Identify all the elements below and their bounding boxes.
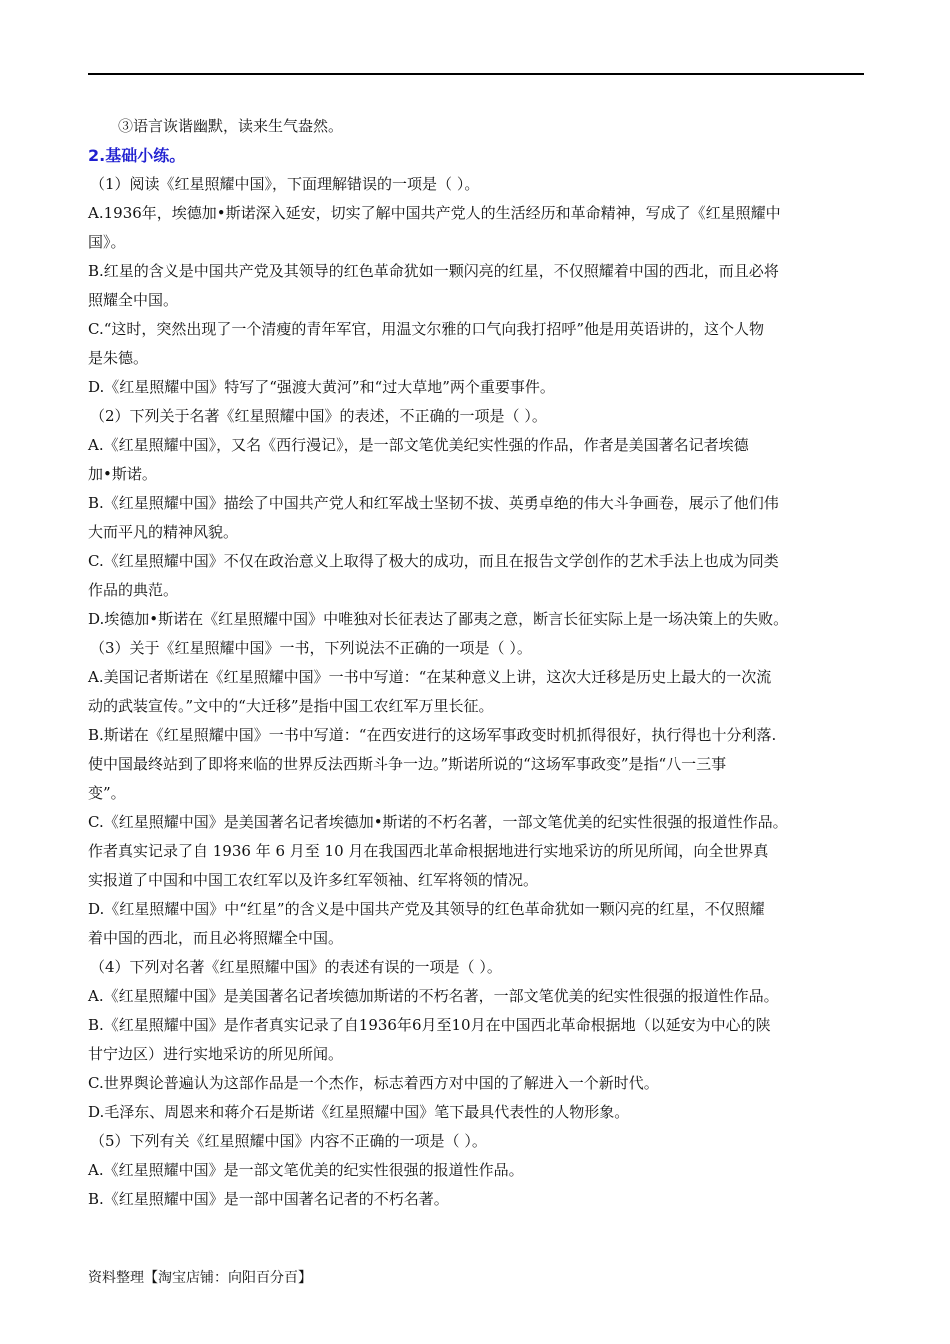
text-line: C.《红星照耀中国》是美国著名记者埃德加•斯诺的不朽名著，一部文笔优美的纪实性很强的报道性作品。: [88, 813, 788, 831]
text-line: C.世界舆论普遍认为这部作品是一个杰作，标志着西方对中国的了解进入一个新时代。: [88, 1074, 659, 1092]
document-body: [88, 112, 868, 1214]
footer-note: 资料整理【淘宝店铺：向阳百分百】: [88, 1270, 312, 1286]
text-line: 作者真实记录了自 1936 年 6 月至 10 月在我国西北革命根据地进行实地采访的所见所闻，向全世界真: [88, 842, 769, 860]
text-line: 使中国最终站到了即将来临的世界反法西斯斗争一边。”斯诺所说的“这场军事政变”是指“八一三事: [88, 755, 727, 773]
header-rule: [88, 73, 864, 75]
text-line: 加•斯诺。: [88, 465, 157, 483]
text-line: A.《红星照耀中国》是美国著名记者埃德加斯诺的不朽名著，一部文笔优美的纪实性很强的报道性作品。: [88, 987, 779, 1005]
text-line: D.《红星照耀中国》特写了“强渡大黄河”和“过大草地”两个重要事件。: [88, 378, 555, 396]
text-line: D.埃德加•斯诺在《红星照耀中国》中唯独对长征表达了鄙夷之意，断言长征实际上是一场决策上的失败。: [88, 610, 789, 628]
text-line: 是朱德。: [88, 349, 149, 367]
text-line: （1）阅读《红星照耀中国》，下面理解错误的一项是（ ）。: [90, 175, 480, 193]
text-line: 作品的典范。: [88, 581, 179, 599]
text-line: D.毛泽东、周恩来和蒋介石是斯诺《红星照耀中国》笔下最具代表性的人物形象。: [88, 1103, 630, 1121]
text-line: 变”。: [88, 784, 126, 802]
text-line: A.1936年，埃德加•斯诺深入延安，切实了解中国共产党人的生活经历和革命精神，写成了《红星照耀中: [88, 204, 781, 222]
text-line: 着中国的西北，而且必将照耀全中国。: [88, 929, 344, 947]
text-line: B.《红星照耀中国》是一部中国著名记者的不朽名著。: [88, 1190, 449, 1208]
text-line: B.《红星照耀中国》是作者真实记录了自1936年6月至10月在中国西北革命根据地（以延安为中心的陕: [88, 1016, 771, 1034]
text-line: 照耀全中国。: [88, 291, 179, 309]
text-line: （3）关于《红星照耀中国》一书，下列说法不正确的一项是（ ）。: [90, 639, 532, 657]
text-line: （4）下列对名著《红星照耀中国》的表述有误的一项是（ ）。: [90, 958, 502, 976]
text-line: （5）下列有关《红星照耀中国》内容不正确的一项是（ ）。: [90, 1132, 487, 1150]
text-line: C.《红星照耀中国》不仅在政治意义上取得了极大的成功，而且在报告文学创作的艺术手法上也成为同类: [88, 552, 779, 570]
text-line: A.《红星照耀中国》，又名《西行漫记》，是一部文笔优美纪实性强的作品，作者是美国著名记者埃德: [88, 436, 749, 454]
text-line: C.“这时，突然出现了一个清瘦的青年军官，用温文尔雅的口气向我打招呼”他是用英语讲的，这个人物: [88, 320, 765, 338]
text-line: A.《红星照耀中国》是一部文笔优美的纪实性很强的报道性作品。: [88, 1161, 524, 1179]
text-line: 甘宁边区）进行实地采访的所见所闻。: [88, 1045, 344, 1063]
text-line: A.美国记者斯诺在《红星照耀中国》一书中写道：“在某种意义上讲，这次大迁移是历史上最大的一次流: [88, 668, 772, 686]
text-line: 国》。: [88, 233, 126, 251]
exercise-lines: [88, 170, 868, 1214]
intro-item: ③语言诙谐幽默，读来生气盎然。: [118, 117, 344, 135]
text-line: B.斯诺在《红星照耀中国》一书中写道：“在西安进行的这场军事政变时机抓得很好，执行得也十分利落.: [88, 726, 777, 744]
text-line: 实报道了中国和中国工农红军以及许多红军领袖、红军将领的情况。: [88, 871, 539, 889]
text-line: （2）下列关于名著《红星照耀中国》的表述，不正确的一项是（ ）。: [90, 407, 547, 425]
text-line: D.《红星照耀中国》中“红星”的含义是中国共产党及其领导的红色革命犹如一颗闪亮的红星，不仅照耀: [88, 900, 765, 918]
text-line: 动的武装宣传。”文中的“大迁移”是指中国工农红军万里长征。: [88, 697, 494, 715]
text-line: 大而平凡的精神风貌。: [88, 523, 239, 541]
text-line: B.《红星照耀中国》描绘了中国共产党人和红军战士坚韧不拔、英勇卓绝的伟大斗争画卷，展示了他们伟: [88, 494, 779, 512]
section-title: 2.基础小练。: [88, 146, 186, 165]
text-line: B.红星的含义是中国共产党及其领导的红色革命犹如一颗闪亮的红星，不仅照耀着中国的西北，而且必将: [88, 262, 779, 280]
